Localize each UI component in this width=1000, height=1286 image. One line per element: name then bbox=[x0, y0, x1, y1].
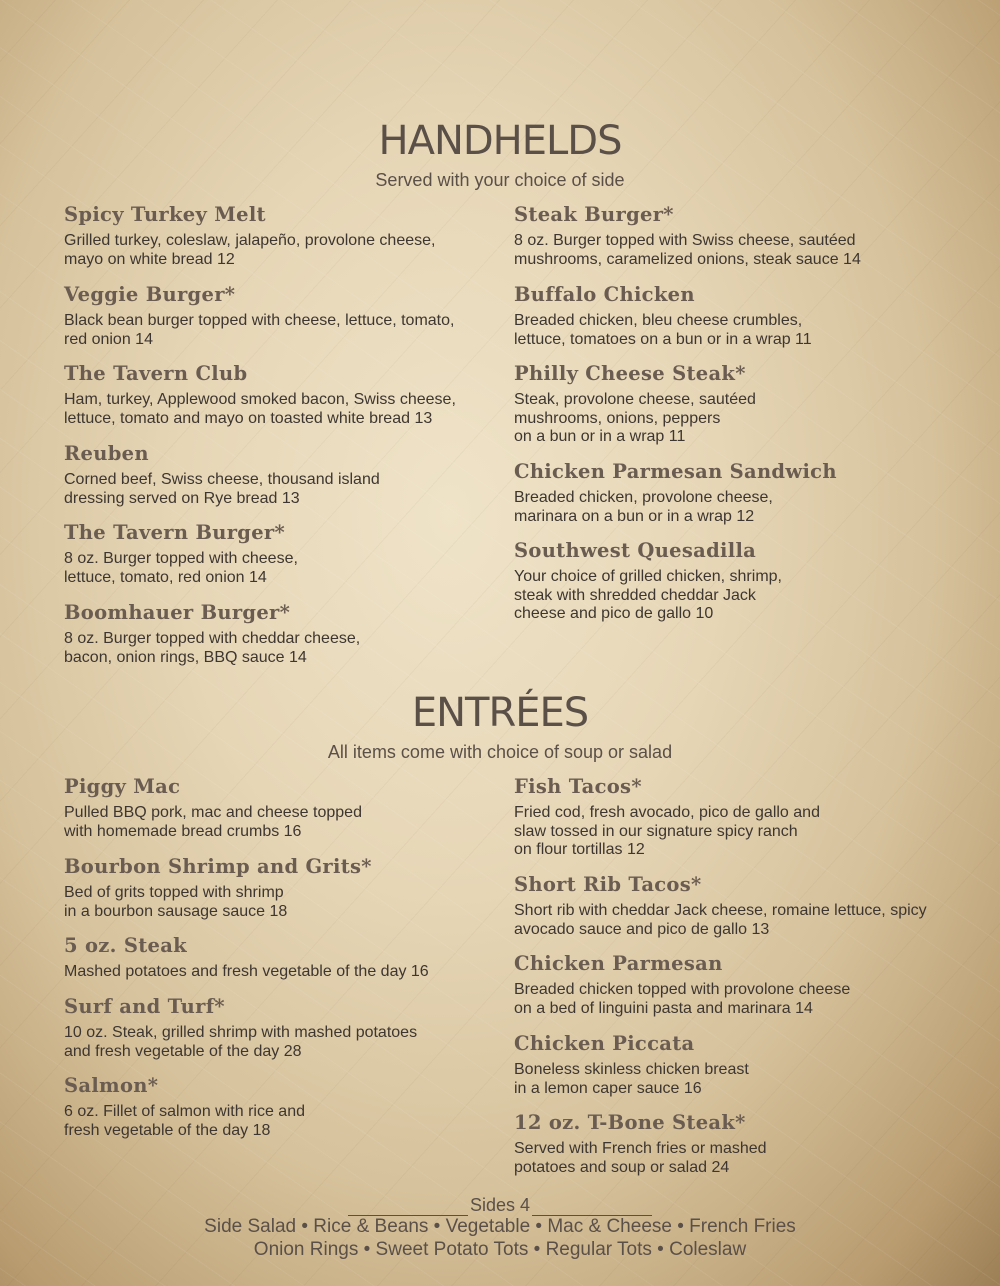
item-description: 8 oz. Burger topped with Swiss cheese, sautéed mushrooms, caramelized onions, steak sauce 14 bbox=[514, 232, 861, 268]
item-name: 5 oz. Steak bbox=[64, 934, 187, 957]
menu-item bbox=[64, 1074, 504, 1140]
item-name: Spicy Turkey Melt bbox=[64, 203, 266, 226]
menu-item bbox=[514, 362, 954, 447]
item-description: Ham, turkey, Applewood smoked bacon, Swiss cheese, lettuce, tomato and mayo on toasted white bread 13 bbox=[64, 391, 456, 427]
item-name: Buffalo Chicken bbox=[514, 283, 695, 306]
menu-item bbox=[64, 775, 504, 841]
item-name: Boomhauer Burger* bbox=[64, 601, 291, 624]
item-description: Boneless skinless chicken breast in a lemon caper sauce 16 bbox=[514, 1061, 749, 1097]
item-name: Reuben bbox=[64, 442, 149, 465]
entrees-subtitle: All items come with choice of soup or salad bbox=[327, 742, 673, 762]
sides-list-line-2: Onion Rings • Sweet Potato Tots • Regular Tots • Coleslaw bbox=[253, 1239, 747, 1260]
item-name: Veggie Burger* bbox=[64, 283, 236, 306]
menu-item bbox=[514, 952, 954, 1018]
item-name: 12 oz. T-Bone Steak* bbox=[514, 1111, 746, 1134]
item-name: Surf and Turf* bbox=[64, 995, 225, 1018]
sides-list-line-1: Side Salad • Rice & Beans • Vegetable • Mac & Cheese • French Fries bbox=[204, 1216, 796, 1237]
item-description: Steak, provolone cheese, sautéed mushrooms, onions, peppers on a bun or in a wrap 11 bbox=[514, 391, 756, 445]
item-description: Pulled BBQ pork, mac and cheese topped with homemade bread crumbs 16 bbox=[64, 804, 362, 840]
divider bbox=[532, 1199, 652, 1216]
item-description: Fried cod, fresh avocado, pico de gallo and slaw tossed in our signature spicy ranch on flour tortillas 12 bbox=[514, 804, 820, 858]
item-description: Served with French fries or mashed potatoes and soup or salad 24 bbox=[514, 1140, 767, 1176]
menu-item bbox=[64, 203, 504, 269]
item-description: 6 oz. Fillet of salmon with rice and fresh vegetable of the day 18 bbox=[64, 1103, 305, 1139]
menu-item bbox=[514, 1111, 954, 1177]
menu-item bbox=[64, 442, 504, 508]
item-description: Grilled turkey, coleslaw, jalapeño, provolone cheese, mayo on white bread 12 bbox=[64, 232, 436, 268]
menu-item bbox=[64, 934, 504, 982]
item-description: Breaded chicken, bleu cheese crumbles, lettuce, tomatoes on a bun or in a wrap 11 bbox=[514, 312, 812, 348]
menu-item bbox=[514, 775, 954, 860]
item-description: Short rib with cheddar Jack cheese, romaine lettuce, spicy avocado sauce and pico de gallo 13 bbox=[514, 902, 927, 938]
menu-item bbox=[64, 995, 504, 1061]
item-name: Chicken Parmesan Sandwich bbox=[514, 460, 837, 483]
sides-heading bbox=[0, 1195, 1000, 1216]
item-description: 10 oz. Steak, grilled shrimp with mashed potatoes and fresh vegetable of the day 28 bbox=[64, 1024, 418, 1060]
entrees-title: ENTRÉES bbox=[411, 690, 589, 736]
item-description: Bed of grits topped with shrimp in a bourbon sausage sauce 18 bbox=[64, 884, 288, 920]
menu-item bbox=[64, 855, 504, 921]
item-description: Corned beef, Swiss cheese, thousand island dressing served on Rye bread 13 bbox=[64, 471, 380, 507]
divider bbox=[348, 1199, 468, 1216]
item-name: Chicken Parmesan bbox=[514, 952, 723, 975]
menu-item bbox=[64, 283, 504, 349]
item-name: Steak Burger* bbox=[514, 203, 674, 226]
item-name: The Tavern Burger* bbox=[64, 521, 285, 544]
item-description: 8 oz. Burger topped with cheese, lettuce, tomato, red onion 14 bbox=[64, 550, 298, 586]
menu-item bbox=[64, 601, 504, 667]
item-name: Short Rib Tacos* bbox=[514, 873, 702, 896]
item-description: Your choice of grilled chicken, shrimp, steak with shredded cheddar Jack cheese and pico de gallo 10 bbox=[514, 568, 782, 622]
item-name: The Tavern Club bbox=[64, 362, 248, 385]
item-description: Breaded chicken topped with provolone cheese on a bed of linguini pasta and marinara 14 bbox=[514, 981, 851, 1017]
item-name: Piggy Mac bbox=[64, 775, 181, 798]
menu-item bbox=[64, 521, 504, 587]
handhelds-title: HANDHELDS bbox=[378, 118, 622, 164]
item-description: 8 oz. Burger topped with cheddar cheese, bacon, onion rings, BBQ sauce 14 bbox=[64, 630, 361, 666]
item-name: Chicken Piccata bbox=[514, 1032, 695, 1055]
item-description: Mashed potatoes and fresh vegetable of the day 16 bbox=[64, 963, 429, 980]
item-name: Southwest Quesadilla bbox=[514, 539, 757, 562]
menu-item bbox=[64, 362, 504, 428]
item-description: Breaded chicken, provolone cheese, marinara on a bun or in a wrap 12 bbox=[514, 489, 773, 525]
item-name: Fish Tacos* bbox=[514, 775, 642, 798]
item-name: Salmon* bbox=[64, 1074, 159, 1097]
item-name: Bourbon Shrimp and Grits* bbox=[64, 855, 372, 878]
menu-item bbox=[514, 203, 954, 269]
menu-item bbox=[514, 873, 954, 939]
sides-title: Sides 4 bbox=[469, 1195, 531, 1215]
menu-item bbox=[514, 283, 954, 349]
item-name: Philly Cheese Steak* bbox=[514, 362, 746, 385]
menu-item bbox=[514, 539, 954, 624]
menu-item bbox=[514, 1032, 954, 1098]
handhelds-subtitle: Served with your choice of side bbox=[375, 170, 625, 190]
menu-item bbox=[514, 460, 954, 526]
item-description: Black bean burger topped with cheese, lettuce, tomato, red onion 14 bbox=[64, 312, 455, 348]
